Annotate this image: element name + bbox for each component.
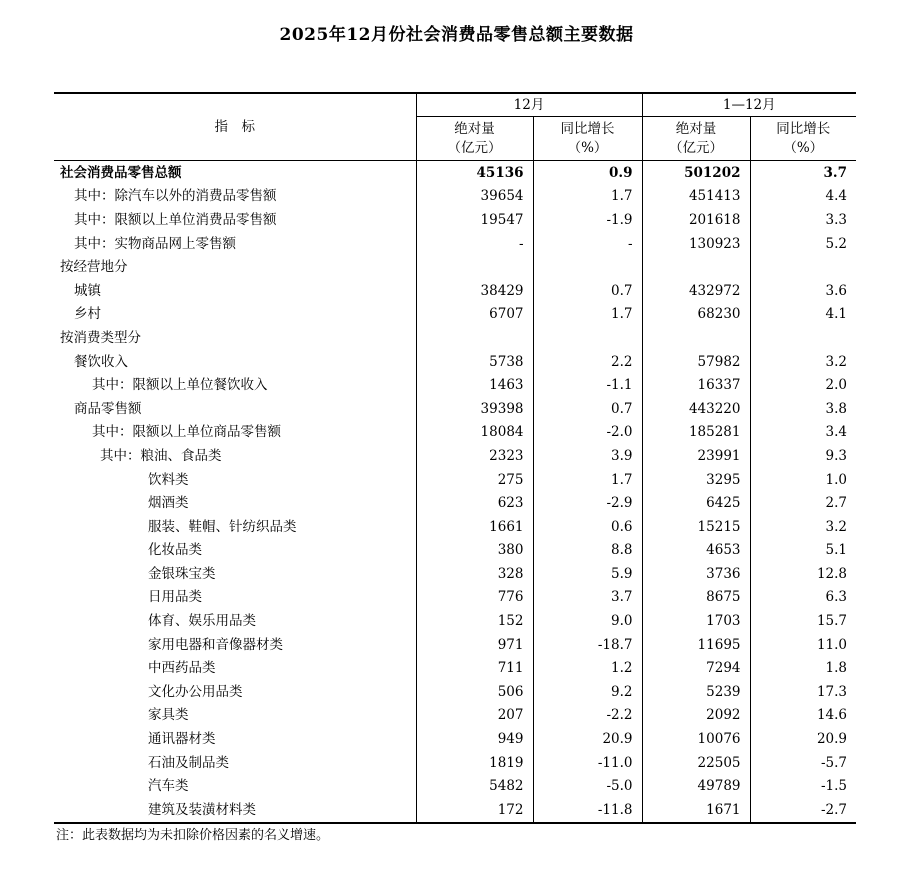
month-yoy-cell: -2.0 bbox=[533, 421, 642, 445]
table-row bbox=[54, 586, 856, 610]
month-abs-cell: 1819 bbox=[416, 751, 533, 775]
table-row bbox=[54, 562, 856, 586]
ytd-abs-cell: 2092 bbox=[642, 704, 750, 728]
ytd-yoy-cell: 15.7 bbox=[750, 609, 856, 633]
table-row bbox=[54, 255, 856, 279]
table-row bbox=[54, 798, 856, 823]
row-label: 社会消费品零售总额 bbox=[60, 164, 182, 181]
row-label: 餐饮收入 bbox=[74, 353, 128, 370]
month-group-header: 12月 bbox=[416, 93, 642, 117]
ytd-abs-cell: 3736 bbox=[642, 562, 750, 586]
ytd-yoy-cell: 3.7 bbox=[750, 161, 856, 185]
month-abs-cell: 949 bbox=[416, 727, 533, 751]
ytd-abs-cell: 432972 bbox=[642, 279, 750, 303]
indicator-header: 指 标 bbox=[54, 93, 416, 161]
table-row bbox=[54, 751, 856, 775]
table-body bbox=[54, 161, 856, 823]
row-label: 服装、鞋帽、针纺织品类 bbox=[148, 518, 297, 535]
footnote: 注：此表数据均为未扣除价格因素的名义增速。 bbox=[56, 828, 330, 843]
month-abs-cell: 328 bbox=[416, 562, 533, 586]
ytd-yoy-cell: 11.0 bbox=[750, 633, 856, 657]
ytd-abs-cell bbox=[642, 255, 750, 279]
month-abs-cell: 275 bbox=[416, 468, 533, 492]
ytd-yoy-cell: -5.7 bbox=[750, 751, 856, 775]
table-row bbox=[54, 491, 856, 515]
month-yoy-cell: 8.8 bbox=[533, 539, 642, 563]
table-row bbox=[54, 515, 856, 539]
table-row bbox=[54, 680, 856, 704]
abs-label: 绝对量 bbox=[454, 120, 495, 137]
ytd-yoy-cell: 3.3 bbox=[750, 208, 856, 232]
row-label: 其中：实物商品网上零售额 bbox=[74, 235, 236, 252]
ytd-abs-cell: 7294 bbox=[642, 656, 750, 680]
ytd-abs-cell: 185281 bbox=[642, 421, 750, 445]
month-yoy-cell: -11.0 bbox=[533, 751, 642, 775]
ytd-yoy-cell bbox=[750, 326, 856, 350]
ytd-yoy-cell: 1.0 bbox=[750, 468, 856, 492]
row-label: 其中：限额以上单位餐饮收入 bbox=[92, 377, 268, 394]
month-abs-cell: 5738 bbox=[416, 350, 533, 374]
month-yoy-cell: - bbox=[533, 232, 642, 256]
row-label: 其中：除汽车以外的消费品零售额 bbox=[74, 188, 277, 205]
row-label: 城镇 bbox=[74, 282, 101, 299]
table-row bbox=[54, 421, 856, 445]
month-abs-cell: 39654 bbox=[416, 185, 533, 209]
table-row bbox=[54, 539, 856, 563]
row-label: 商品零售额 bbox=[74, 400, 142, 417]
month-yoy-cell: -2.9 bbox=[533, 491, 642, 515]
ytd-abs-cell: 3295 bbox=[642, 468, 750, 492]
table-row bbox=[54, 727, 856, 751]
table-row bbox=[54, 350, 856, 374]
month-yoy-cell bbox=[533, 255, 642, 279]
ytd-abs-cell: 451413 bbox=[642, 185, 750, 209]
row-label: 体育、娱乐用品类 bbox=[148, 613, 256, 630]
abs-unit: （亿元） bbox=[669, 139, 723, 156]
ytd-yoy-cell: 3.2 bbox=[750, 350, 856, 374]
row-label: 乡村 bbox=[74, 306, 101, 323]
ytd-yoy-cell: 3.8 bbox=[750, 397, 856, 421]
row-label: 金银珠宝类 bbox=[148, 565, 216, 582]
month-yoy-cell: -1.1 bbox=[533, 373, 642, 397]
month-abs-cell: 506 bbox=[416, 680, 533, 704]
month-yoy-cell: 0.7 bbox=[533, 279, 642, 303]
month-abs-cell: 39398 bbox=[416, 397, 533, 421]
month-abs-cell: 2323 bbox=[416, 444, 533, 468]
table-row bbox=[54, 444, 856, 468]
month-abs-cell: 19547 bbox=[416, 208, 533, 232]
month-yoy-cell: 9.2 bbox=[533, 680, 642, 704]
month-yoy-cell bbox=[533, 326, 642, 350]
ytd-abs-cell: 4653 bbox=[642, 539, 750, 563]
table-header bbox=[54, 93, 856, 161]
table-row bbox=[54, 397, 856, 421]
row-label: 化妆品类 bbox=[148, 542, 202, 559]
month-yoy-cell: 9.0 bbox=[533, 609, 642, 633]
row-label: 其中：限额以上单位商品零售额 bbox=[92, 424, 281, 441]
month-abs-cell: 971 bbox=[416, 633, 533, 657]
ytd-abs-cell: 130923 bbox=[642, 232, 750, 256]
ytd-yoy-cell: 3.4 bbox=[750, 421, 856, 445]
month-abs-cell: 5482 bbox=[416, 774, 533, 798]
row-label: 石油及制品类 bbox=[148, 754, 229, 771]
ytd-yoy-cell: 5.1 bbox=[750, 539, 856, 563]
ytd-yoy-cell bbox=[750, 255, 856, 279]
month-yoy-cell: 3.9 bbox=[533, 444, 642, 468]
month-abs-cell: 207 bbox=[416, 704, 533, 728]
month-abs-cell: 38429 bbox=[416, 279, 533, 303]
month-yoy-cell: 0.7 bbox=[533, 397, 642, 421]
ytd-abs-cell: 15215 bbox=[642, 515, 750, 539]
month-yoy-cell: 3.7 bbox=[533, 586, 642, 610]
month-yoy-cell: 1.7 bbox=[533, 303, 642, 327]
ytd-abs-cell: 501202 bbox=[642, 161, 750, 185]
month-abs-cell: 18084 bbox=[416, 421, 533, 445]
yoy-unit: （%） bbox=[783, 139, 824, 156]
row-label: 汽车类 bbox=[148, 778, 189, 795]
ytd-abs-cell: 443220 bbox=[642, 397, 750, 421]
month-abs-cell: 6707 bbox=[416, 303, 533, 327]
table-row bbox=[54, 704, 856, 728]
row-label: 日用品类 bbox=[148, 589, 202, 606]
ytd-abs-cell: 6425 bbox=[642, 491, 750, 515]
row-label: 文化办公用品类 bbox=[148, 683, 243, 700]
month-abs-cell bbox=[416, 255, 533, 279]
table-row bbox=[54, 279, 856, 303]
data-table bbox=[54, 92, 856, 824]
month-abs-cell: 1463 bbox=[416, 373, 533, 397]
ytd-yoy-header bbox=[750, 117, 856, 161]
row-label: 通讯器材类 bbox=[148, 731, 216, 748]
table-row bbox=[54, 208, 856, 232]
ytd-abs-header bbox=[642, 117, 750, 161]
ytd-yoy-cell: 2.0 bbox=[750, 373, 856, 397]
ytd-yoy-cell: 3.2 bbox=[750, 515, 856, 539]
month-yoy-cell: 1.7 bbox=[533, 468, 642, 492]
month-abs-cell: 623 bbox=[416, 491, 533, 515]
ytd-abs-cell: 22505 bbox=[642, 751, 750, 775]
month-yoy-cell: 0.9 bbox=[533, 161, 642, 185]
ytd-abs-cell: 11695 bbox=[642, 633, 750, 657]
ytd-abs-cell: 68230 bbox=[642, 303, 750, 327]
month-abs-cell: 152 bbox=[416, 609, 533, 633]
row-label: 其中：粮油、食品类 bbox=[100, 447, 222, 464]
table-row bbox=[54, 232, 856, 256]
month-abs-cell: 711 bbox=[416, 656, 533, 680]
ytd-abs-cell: 1671 bbox=[642, 798, 750, 823]
ytd-yoy-cell: 4.1 bbox=[750, 303, 856, 327]
month-yoy-cell: -1.9 bbox=[533, 208, 642, 232]
yoy-label: 同比增长 bbox=[560, 120, 615, 137]
table-row bbox=[54, 656, 856, 680]
ytd-yoy-cell: 6.3 bbox=[750, 586, 856, 610]
ytd-abs-cell: 49789 bbox=[642, 774, 750, 798]
month-abs-cell bbox=[416, 326, 533, 350]
row-label: 建筑及装潢材料类 bbox=[54, 798, 416, 823]
row-label: 烟酒类 bbox=[148, 495, 189, 512]
month-abs-cell: 45136 bbox=[416, 161, 533, 185]
table-row bbox=[54, 468, 856, 492]
ytd-yoy-cell: 2.7 bbox=[750, 491, 856, 515]
ytd-yoy-cell: 5.2 bbox=[750, 232, 856, 256]
month-yoy-cell: 0.6 bbox=[533, 515, 642, 539]
table-row bbox=[54, 633, 856, 657]
yoy-unit: （%） bbox=[567, 139, 608, 156]
month-yoy-cell: 2.2 bbox=[533, 350, 642, 374]
ytd-yoy-cell: 1.8 bbox=[750, 656, 856, 680]
month-abs-cell: 776 bbox=[416, 586, 533, 610]
month-yoy-cell: 1.7 bbox=[533, 185, 642, 209]
month-abs-cell: 172 bbox=[416, 798, 533, 823]
ytd-abs-cell: 5239 bbox=[642, 680, 750, 704]
month-abs-header bbox=[416, 117, 533, 161]
table-row bbox=[54, 774, 856, 798]
ytd-yoy-cell: 9.3 bbox=[750, 444, 856, 468]
ytd-abs-cell: 16337 bbox=[642, 373, 750, 397]
month-abs-cell: 1661 bbox=[416, 515, 533, 539]
ytd-abs-cell: 8675 bbox=[642, 586, 750, 610]
table-row bbox=[54, 326, 856, 350]
ytd-yoy-cell: -2.7 bbox=[750, 798, 856, 823]
row-label: 家用电器和音像器材类 bbox=[148, 636, 283, 653]
month-abs-cell: 380 bbox=[416, 539, 533, 563]
table-row bbox=[54, 609, 856, 633]
month-yoy-cell: -5.0 bbox=[533, 774, 642, 798]
table-row bbox=[54, 161, 856, 185]
month-yoy-cell: -11.8 bbox=[533, 798, 642, 823]
table-row bbox=[54, 303, 856, 327]
page-title: 2025年12月份社会消费品零售总额主要数据 bbox=[279, 25, 634, 45]
ytd-yoy-cell: -1.5 bbox=[750, 774, 856, 798]
ytd-group-header: 1—12月 bbox=[642, 93, 856, 117]
abs-label: 绝对量 bbox=[675, 120, 717, 137]
ytd-yoy-cell: 20.9 bbox=[750, 727, 856, 751]
month-yoy-cell: -18.7 bbox=[533, 633, 642, 657]
ytd-abs-cell: 1703 bbox=[642, 609, 750, 633]
month-yoy-header bbox=[533, 117, 642, 161]
ytd-abs-cell: 201618 bbox=[642, 208, 750, 232]
table-row bbox=[54, 373, 856, 397]
row-label: 按消费类型分 bbox=[60, 329, 141, 346]
ytd-yoy-cell: 14.6 bbox=[750, 704, 856, 728]
month-yoy-cell: 20.9 bbox=[533, 727, 642, 751]
row-label: 饮料类 bbox=[148, 471, 189, 488]
month-yoy-cell: 1.2 bbox=[533, 656, 642, 680]
month-yoy-cell: 5.9 bbox=[533, 562, 642, 586]
yoy-label: 同比增长 bbox=[776, 120, 831, 137]
ytd-yoy-cell: 12.8 bbox=[750, 562, 856, 586]
abs-unit: （亿元） bbox=[447, 139, 502, 156]
row-label: 按经营地分 bbox=[60, 259, 128, 276]
ytd-yoy-cell: 4.4 bbox=[750, 185, 856, 209]
row-label: 其中：限额以上单位消费品零售额 bbox=[74, 211, 277, 228]
month-abs-cell: - bbox=[416, 232, 533, 256]
ytd-yoy-cell: 17.3 bbox=[750, 680, 856, 704]
row-label: 中西药品类 bbox=[148, 660, 216, 677]
row-label: 家具类 bbox=[148, 707, 189, 724]
month-yoy-cell: -2.2 bbox=[533, 704, 642, 728]
table-row bbox=[54, 185, 856, 209]
ytd-abs-cell: 10076 bbox=[642, 727, 750, 751]
ytd-yoy-cell: 3.6 bbox=[750, 279, 856, 303]
ytd-abs-cell bbox=[642, 326, 750, 350]
ytd-abs-cell: 23991 bbox=[642, 444, 750, 468]
ytd-abs-cell: 57982 bbox=[642, 350, 750, 374]
